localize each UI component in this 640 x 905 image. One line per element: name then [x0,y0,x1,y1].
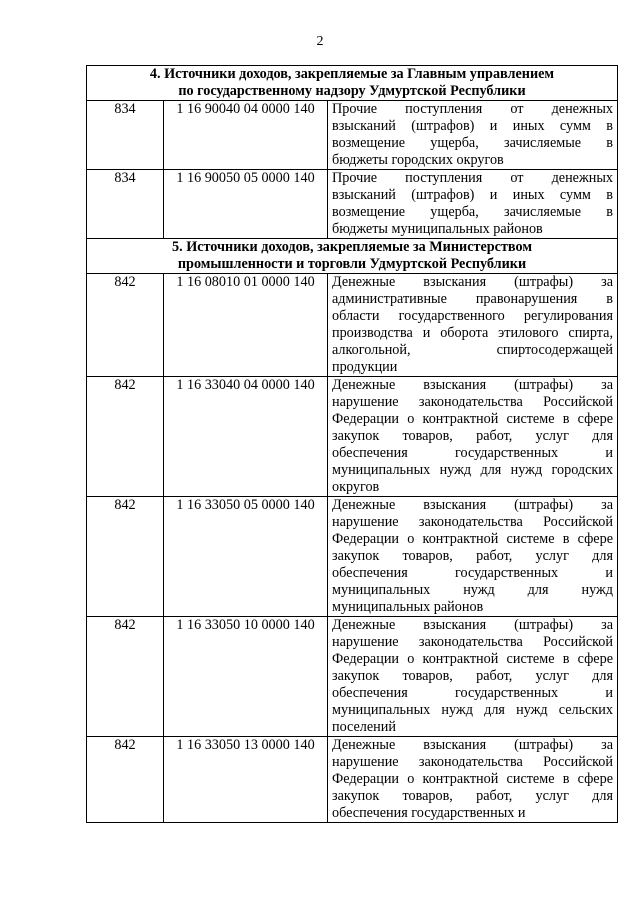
description-line: Денежные взыскания (штрафы) за [332,274,613,290]
description-line: закупок товаров, работ, услуг для [332,788,613,804]
description-line: муниципальных нужд для нужд городских [332,462,613,478]
description-line: муниципальных нужд для нужд сельских [332,702,613,718]
section-title-line: по государственному надзору Удмуртской Республики [178,83,526,99]
description-line: Денежные взыскания (штрафы) за [332,377,613,393]
budget-classification-code-cell: 1 16 33050 13 0000 140 [164,737,328,823]
table-row [87,170,618,239]
section-title-line: 5. Источники доходов, закрепляемые за Министерством [172,239,532,255]
table-row [87,617,618,737]
table-row [87,377,618,497]
budget-classification-code-cell: 1 16 08010 01 0000 140 [164,274,328,377]
description-line: Денежные взыскания (штрафы) за [332,617,613,633]
description-line: Федерации о контрактной системе в сфере [332,771,613,787]
administrator-code-cell: 842 [87,274,164,377]
description-line: бюджеты городских округов [332,152,504,168]
budget-classification-code-cell: 1 16 33040 04 0000 140 [164,377,328,497]
description-line: обеспечения государственных и [332,805,526,821]
description-line: нарушение законодательства Российской [332,394,613,410]
description-line: бюджеты муниципальных районов [332,221,543,237]
revenue-description-cell [328,274,618,377]
revenue-description-cell [328,737,618,823]
description-line: нарушение законодательства Российской [332,514,613,530]
page-number: 2 [316,34,324,49]
description-line: закупок товаров, работ, услуг для [332,668,613,684]
administrator-code-cell: 842 [87,377,164,497]
description-line: взысканий (штрафов) и иных сумм в [332,187,613,203]
description-line: Денежные взыскания (штрафы) за [332,497,613,513]
table-row [87,274,618,377]
description-line: административные правонарушения в [332,291,613,307]
description-line: нарушение законодательства Российской [332,634,613,650]
description-line: алкогольной, спиртосодержащей [332,342,613,358]
description-line: обеспечения государственных и [332,565,613,581]
description-line: Федерации о контрактной системе в сфере [332,531,613,547]
section-title-line: 4. Источники доходов, закрепляемые за Главным управлением [149,66,555,82]
revenue-description-cell [328,617,618,737]
section-title [87,66,618,101]
description-line: обеспечения государственных и [332,685,613,701]
section-header-row [87,239,618,274]
revenue-description-cell [328,497,618,617]
description-line: Прочие поступления от денежных [332,170,613,186]
description-line: Федерации о контрактной системе в сфере [332,411,613,427]
revenue-description-cell [328,101,618,170]
description-line: закупок товаров, работ, услуг для [332,548,613,564]
description-line: муниципальных нужд для нужд [332,582,613,598]
description-line: производства и оборота этилового спирта, [332,325,613,341]
description-line: области государственного регулирования [332,308,613,324]
description-line: Федерации о контрактной системе в сфере [332,651,613,667]
revenue-sources-table [86,65,618,823]
table-row [87,497,618,617]
table-row [87,737,618,823]
revenue-description-cell [328,170,618,239]
budget-classification-code-cell: 1 16 33050 05 0000 140 [164,497,328,617]
administrator-code-cell: 834 [87,101,164,170]
administrator-code-cell: 834 [87,170,164,239]
description-line: Денежные взыскания (штрафы) за [332,737,613,753]
revenue-description-cell [328,377,618,497]
description-line: возмещение ущерба, зачисляемые в [332,135,613,151]
description-line: возмещение ущерба, зачисляемые в [332,204,613,220]
budget-classification-code-cell: 1 16 90040 04 0000 140 [164,101,328,170]
section-title-line: промышленности и торговли Удмуртской Республики [177,256,527,272]
description-line: Прочие поступления от денежных [332,101,613,117]
section-title [87,239,618,274]
description-line: муниципальных районов [332,599,484,615]
budget-classification-code-cell: 1 16 33050 10 0000 140 [164,617,328,737]
table-body [87,66,618,823]
description-line: закупок товаров, работ, услуг для [332,428,613,444]
description-line: округов [332,479,380,495]
administrator-code-cell: 842 [87,737,164,823]
description-line: поселений [332,719,396,735]
description-line: продукции [332,359,398,375]
budget-classification-code-cell: 1 16 90050 05 0000 140 [164,170,328,239]
table-row [87,101,618,170]
administrator-code-cell: 842 [87,617,164,737]
section-header-row [87,66,618,101]
administrator-code-cell: 842 [87,497,164,617]
description-line: нарушение законодательства Российской [332,754,613,770]
description-line: обеспечения государственных и [332,445,613,461]
description-line: взысканий (штрафов) и иных сумм в [332,118,613,134]
